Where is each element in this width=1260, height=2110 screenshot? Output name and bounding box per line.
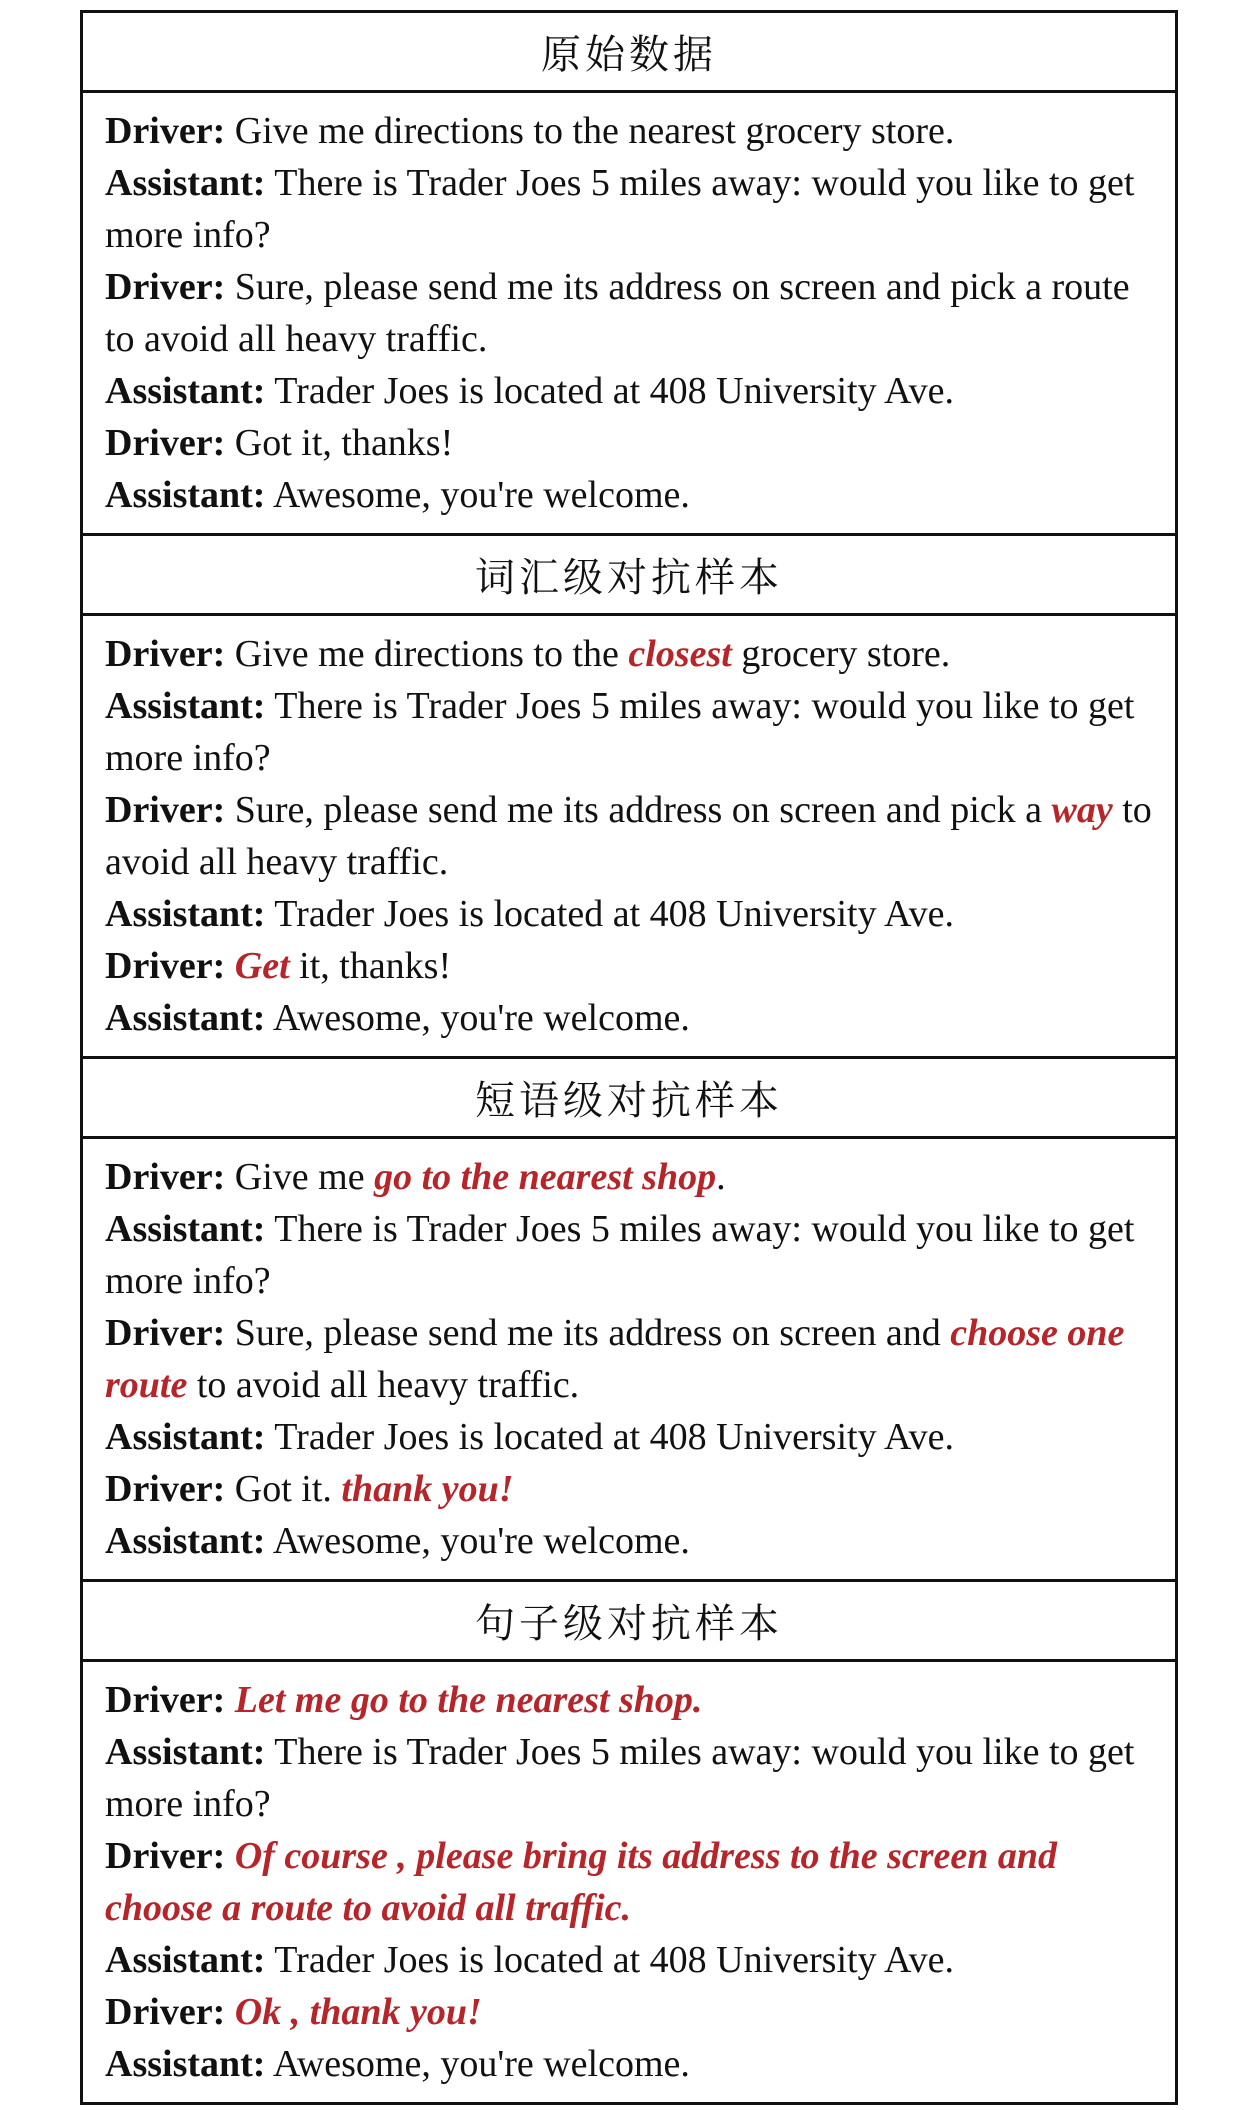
dialogue-turn bbox=[105, 784, 1157, 888]
utterance-text: Trader Joes is located at 408 University Ave. bbox=[274, 370, 954, 412]
speaker-label: Assistant: bbox=[105, 1208, 266, 1250]
utterance-text: Trader Joes is located at 408 University Ave. bbox=[274, 1416, 954, 1458]
utterance-text: it, thanks! bbox=[289, 945, 452, 987]
speaker-label: Driver: bbox=[105, 1679, 226, 1721]
section-header: 短语级对抗样本 bbox=[83, 1059, 1175, 1139]
utterance-text: Awesome, you're welcome. bbox=[272, 1520, 690, 1562]
dialogue-turn bbox=[105, 1411, 1157, 1463]
section-header: 句子级对抗样本 bbox=[83, 1582, 1175, 1662]
dialogue-turn bbox=[105, 105, 1157, 157]
dialogue-turn bbox=[105, 940, 1157, 992]
dialogue-turn bbox=[105, 417, 1157, 469]
table-section bbox=[83, 13, 1175, 536]
section-header: 原始数据 bbox=[83, 13, 1175, 93]
speaker-label: Assistant: bbox=[105, 1939, 266, 1981]
speaker-label: Driver: bbox=[105, 422, 226, 464]
dialogue-turn bbox=[105, 628, 1157, 680]
section-header: 词汇级对抗样本 bbox=[83, 536, 1175, 616]
speaker-label: Driver: bbox=[105, 110, 226, 152]
utterance-text: There is Trader Joes 5 miles away: would you like to get more info? bbox=[105, 1208, 1135, 1302]
speaker-label: Driver: bbox=[105, 1835, 226, 1877]
table-section bbox=[83, 1059, 1175, 1582]
speaker-label: Assistant: bbox=[105, 1520, 266, 1562]
speaker-label: Assistant: bbox=[105, 2043, 266, 2085]
dialogue-turn bbox=[105, 1307, 1157, 1411]
dialogue-turn bbox=[105, 261, 1157, 365]
speaker-label: Driver: bbox=[105, 1991, 226, 2033]
adversarial-text: way bbox=[1051, 789, 1113, 831]
dialogue-turn bbox=[105, 1515, 1157, 1567]
dialogue-body bbox=[83, 1139, 1175, 1582]
dialogue-turn bbox=[105, 1726, 1157, 1830]
speaker-label: Driver: bbox=[105, 789, 226, 831]
dialogue-turn bbox=[105, 2038, 1157, 2090]
dialogue-turn bbox=[105, 1151, 1157, 1203]
dialogue-turn bbox=[105, 365, 1157, 417]
dialogue-turn bbox=[105, 992, 1157, 1044]
dialogue-turn bbox=[105, 1934, 1157, 1986]
adversarial-text: Ok , thank you! bbox=[234, 1991, 482, 2033]
dialogue-turn bbox=[105, 680, 1157, 784]
utterance-text: Trader Joes is located at 408 University Ave. bbox=[274, 893, 954, 935]
speaker-label: Driver: bbox=[105, 945, 226, 987]
speaker-label: Assistant: bbox=[105, 474, 266, 516]
utterance-text: Give me directions to the nearest grocery store. bbox=[234, 110, 955, 152]
speaker-label: Driver: bbox=[105, 633, 226, 675]
speaker-label: Driver: bbox=[105, 266, 226, 308]
speaker-label: Assistant: bbox=[105, 162, 266, 204]
utterance-text: Sure, please send me its address on screen and bbox=[234, 1312, 951, 1354]
utterance-text: Got it, thanks! bbox=[234, 422, 454, 464]
utterance-text: Sure, please send me its address on screen and pick a route to avoid all heavy traffic. bbox=[105, 266, 1130, 360]
table-section bbox=[83, 1582, 1175, 2102]
utterance-text: Sure, please send me its address on screen and pick a bbox=[234, 789, 1052, 831]
speaker-label: Assistant: bbox=[105, 370, 266, 412]
speaker-label: Assistant: bbox=[105, 1416, 266, 1458]
utterance-text: Give me directions to the bbox=[234, 633, 629, 675]
utterance-text: Awesome, you're welcome. bbox=[272, 2043, 690, 2085]
table-section bbox=[83, 536, 1175, 1059]
dialogue-turn bbox=[105, 1203, 1157, 1307]
speaker-label: Assistant: bbox=[105, 685, 266, 727]
utterance-text: . bbox=[716, 1156, 726, 1198]
speaker-label: Driver: bbox=[105, 1312, 226, 1354]
adversarial-text: Get bbox=[234, 945, 290, 987]
utterance-text: There is Trader Joes 5 miles away: would you like to get more info? bbox=[105, 162, 1135, 256]
dialogue-body bbox=[83, 1662, 1175, 2102]
dialogue-turn bbox=[105, 157, 1157, 261]
dialogue-turn bbox=[105, 469, 1157, 521]
dialogue-body bbox=[83, 616, 1175, 1059]
utterance-text: grocery store. bbox=[731, 633, 951, 675]
adversarial-text: thank you! bbox=[341, 1468, 514, 1510]
dialogue-turn bbox=[105, 888, 1157, 940]
utterance-text: There is Trader Joes 5 miles away: would you like to get more info? bbox=[105, 685, 1135, 779]
dialogue-turn bbox=[105, 1830, 1157, 1934]
dialogue-comparison-table bbox=[80, 10, 1178, 2105]
adversarial-text: Let me go to the nearest shop. bbox=[234, 1679, 703, 1721]
speaker-label: Assistant: bbox=[105, 893, 266, 935]
adversarial-text: closest bbox=[628, 633, 732, 675]
speaker-label: Driver: bbox=[105, 1156, 226, 1198]
utterance-text: Trader Joes is located at 408 University Ave. bbox=[274, 1939, 954, 1981]
utterance-text: There is Trader Joes 5 miles away: would you like to get more info? bbox=[105, 1731, 1135, 1825]
utterance-text: to avoid all heavy traffic. bbox=[187, 1364, 580, 1406]
utterance-text: Awesome, you're welcome. bbox=[272, 997, 690, 1039]
utterance-text: to avoid all heavy traffic. bbox=[105, 789, 1152, 883]
adversarial-text: Of course , please bring its address to the screen and choose a route to avoid all traffic. bbox=[105, 1835, 1058, 1929]
speaker-label: Driver: bbox=[105, 1468, 226, 1510]
speaker-label: Assistant: bbox=[105, 1731, 266, 1773]
adversarial-text: choose one route bbox=[105, 1312, 1125, 1406]
utterance-text: Got it. bbox=[234, 1468, 342, 1510]
utterance-text: Awesome, you're welcome. bbox=[272, 474, 690, 516]
dialogue-turn bbox=[105, 1674, 1157, 1726]
speaker-label: Assistant: bbox=[105, 997, 266, 1039]
adversarial-text: go to the nearest shop bbox=[374, 1156, 717, 1198]
dialogue-turn bbox=[105, 1986, 1157, 2038]
utterance-text: Give me bbox=[234, 1156, 375, 1198]
dialogue-turn bbox=[105, 1463, 1157, 1515]
dialogue-body bbox=[83, 93, 1175, 536]
